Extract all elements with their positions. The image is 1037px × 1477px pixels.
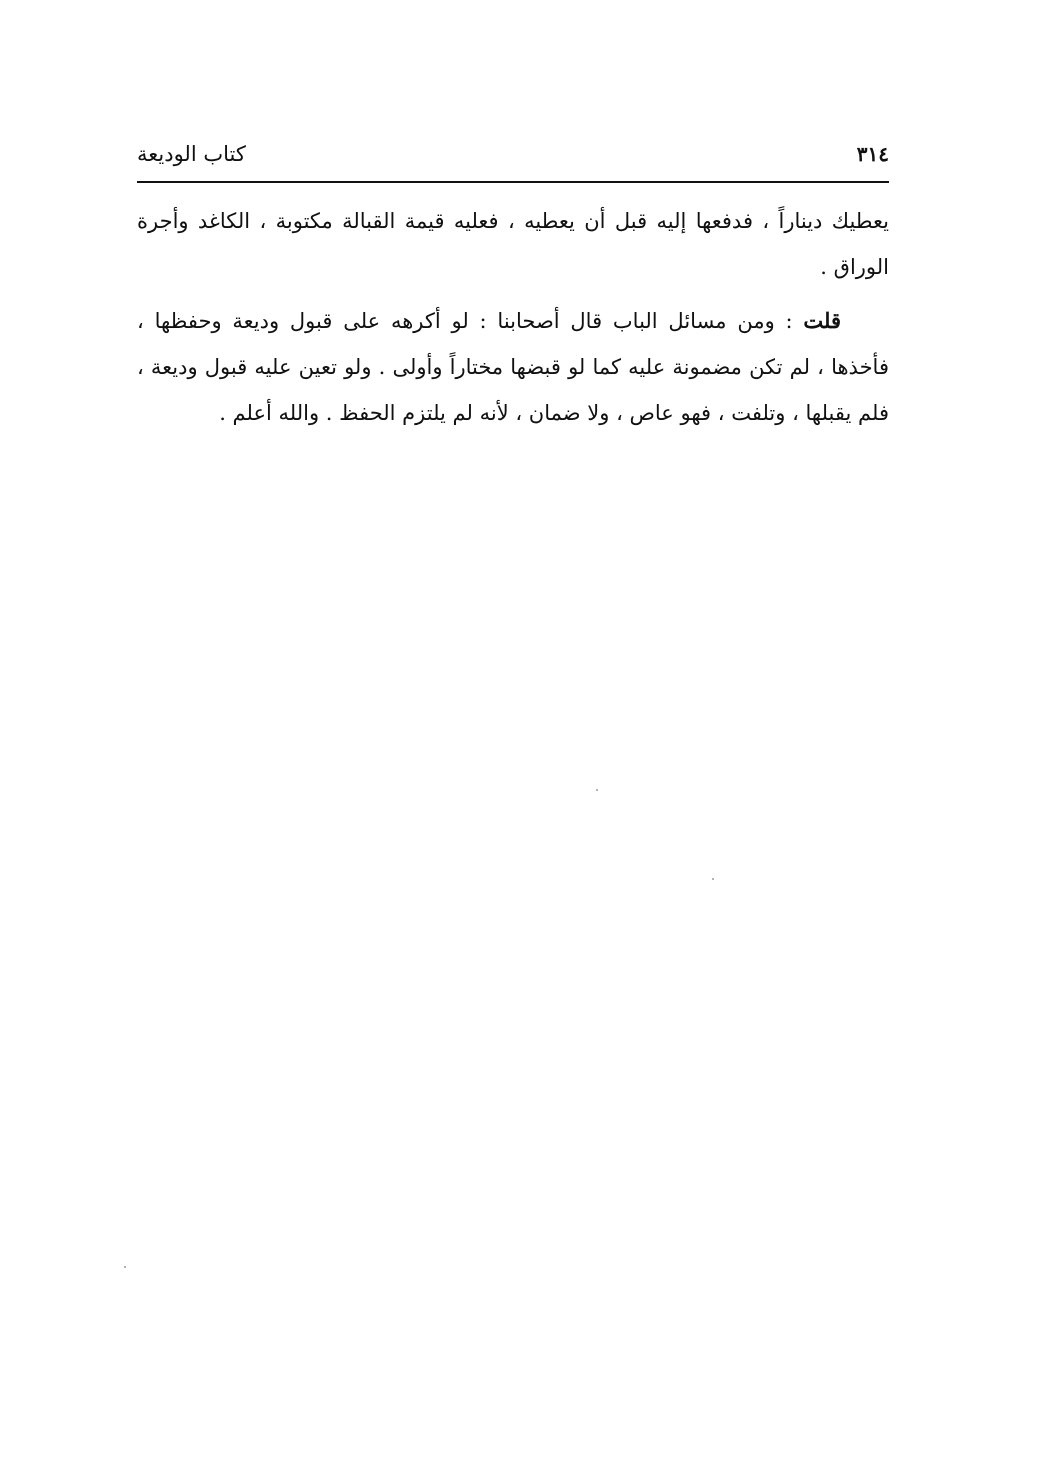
paragraph-text: يعطيك ديناراً ، فدفعها إليه قبل أن يعطيه ، فعليه قيمة القبالة مكتوبة ، الكاغد وأجرة الوراق . bbox=[137, 209, 889, 279]
book-title: كتاب الوديعة bbox=[137, 142, 246, 166]
body-text bbox=[137, 198, 889, 436]
paragraph-qultu bbox=[137, 298, 889, 436]
paragraph-continuation bbox=[137, 198, 889, 290]
scan-speck bbox=[124, 1266, 126, 1268]
scan-speck bbox=[712, 878, 714, 880]
scan-speck bbox=[596, 789, 598, 791]
header-rule bbox=[137, 181, 889, 183]
paragraph-lead-word: قلت bbox=[803, 308, 841, 333]
paragraph-text: : ومن مسائل الباب قال أصحابنا : لو أكرهه على قبول وديعة وحفظها ، فأخذها ، لم تكن مضمونة عليه كما لو قبضها مختاراً وأولى . ولو تعين عليه قبول وديعة ، فلم يقبلها ، وتلفت ، فهو عاص ، ولا ضمان ، لأنه لم يلتزم الحفظ . والله أعلم . bbox=[137, 309, 889, 425]
running-header bbox=[137, 142, 889, 182]
page-number: ٣١٤ bbox=[856, 142, 889, 166]
